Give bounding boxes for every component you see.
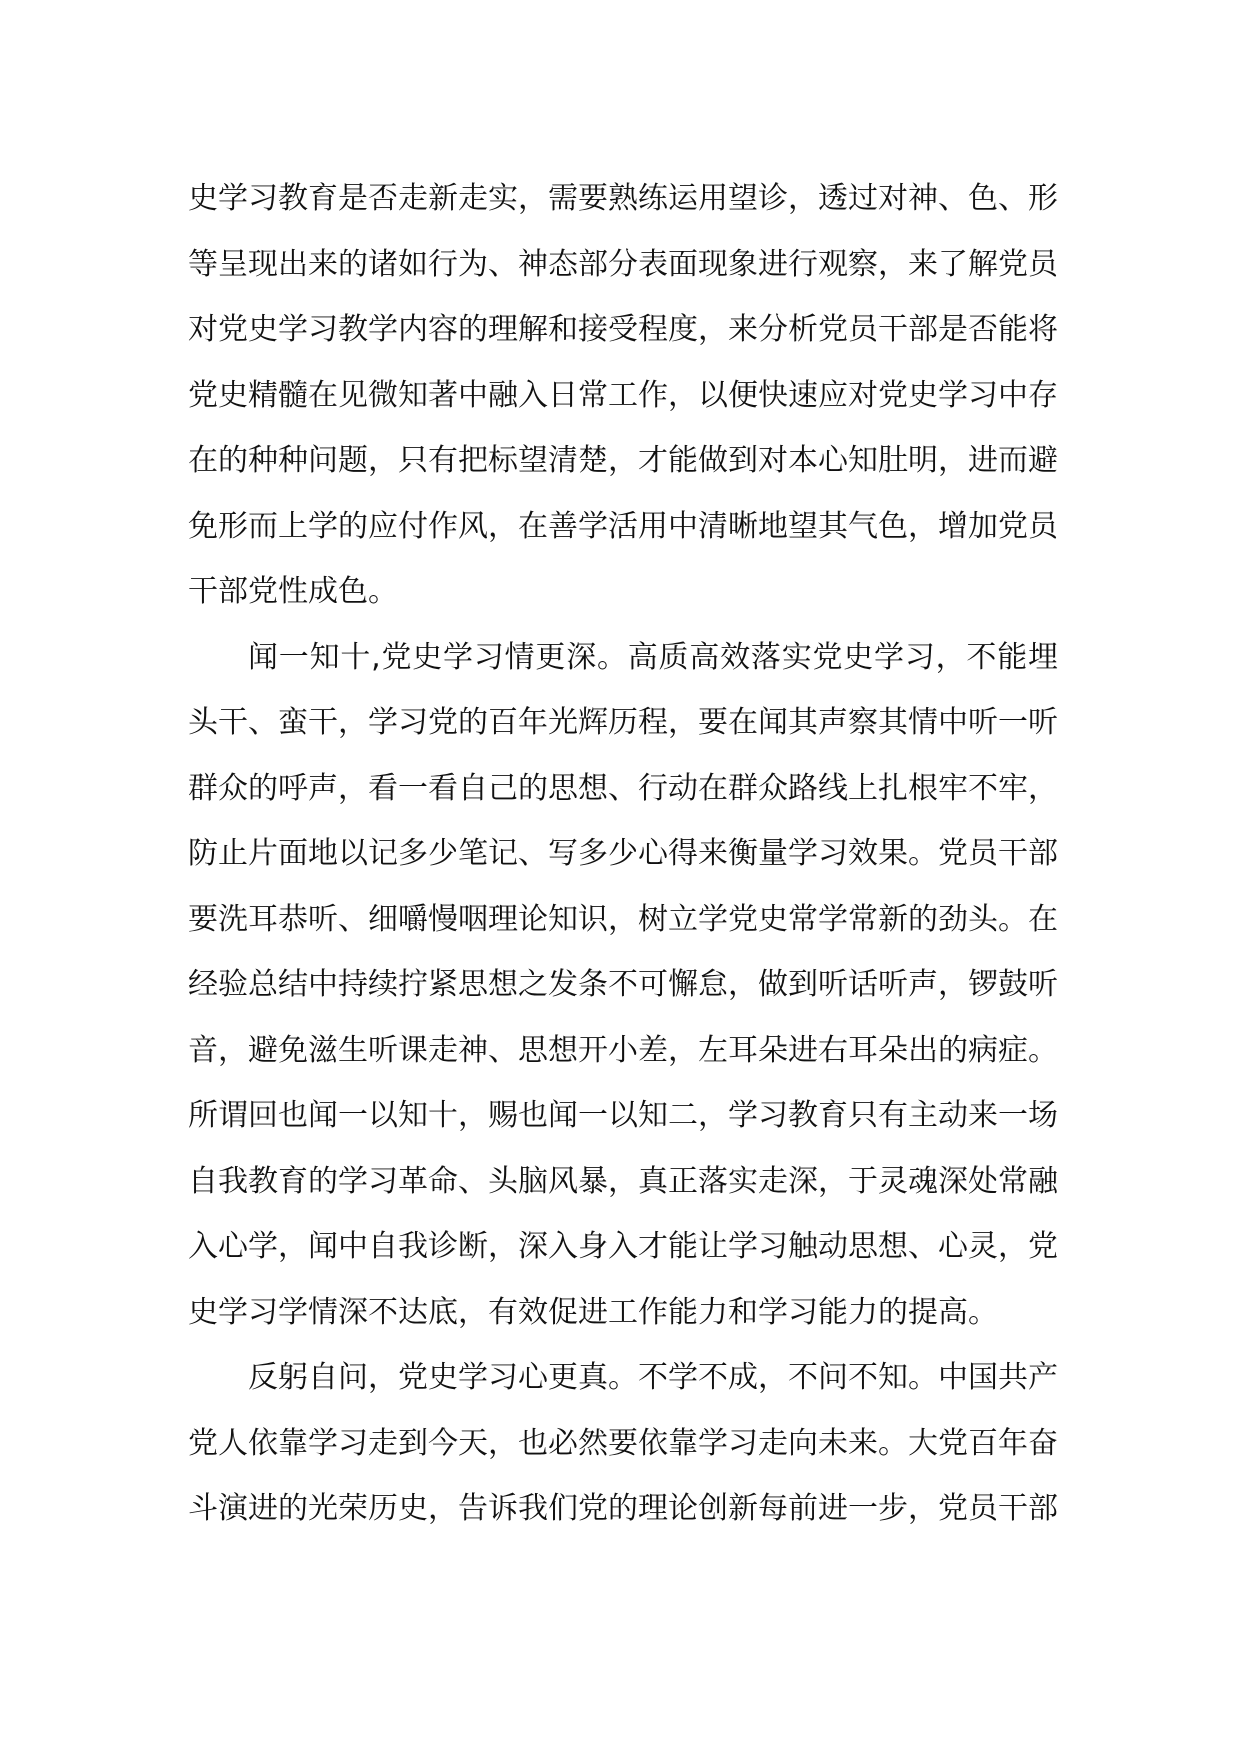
document-body [188,166,1058,1542]
paragraph-1: 史学习教育是否走新走实，需要熟练运用望诊，透过对神、色、形等呈现出来的诸如行为、神态部分表面现象进行观察，来了解党员对党史学习教学内容的理解和接受程度，来分析党员干部是否能将党史精髓在见微知著中融入日常工作，以便快速应对党史学习中存在的种种问题，只有把标望清楚，才能做到对本心知肚明，进而避免形而上学的应付作风，在善学活用中清晰地望其气色，增加党员干部党性成色。 [188,181,1058,609]
paragraph-3: 反躬自问，党史学习心更真。不学不成，不问不知。中国共产党人依靠学习走到今天，也必然要依靠学习走向未来。大党百年奋斗演进的光荣历史，告诉我们党的理论创新每前进一步，党员干部 [188,1360,1058,1526]
paragraph-2: 闻一知十,党史学习情更深。高质高效落实党史学习，不能埋头干、蛮干，学习党的百年光辉历程，要在闻其声察其情中听一听群众的呼声，看一看自己的思想、行动在群众路线上扎根牢不牢，防止片面地以记多少笔记、写多少心得来衡量学习效果。党员干部要洗耳恭听、细嚼慢咽理论知识，树立学党史常学常新的劲头。在经验总结中持续拧紧思想之发条不可懈怠，做到听话听声，锣鼓听音，避免滋生听课走神、思想开小差，左耳朵进右耳朵出的病症。所谓回也闻一以知十，赐也闻一以知二，学习教育只有主动来一场自我教育的学习革命、头脑风暴，真正落实走深，于灵魂深处常融入心学，闻中自我诊断，深入身入才能让学习触动思想、心灵，党史学习学情深不达底，有效促进工作能力和学习能力的提高。 [188,639,1058,1330]
